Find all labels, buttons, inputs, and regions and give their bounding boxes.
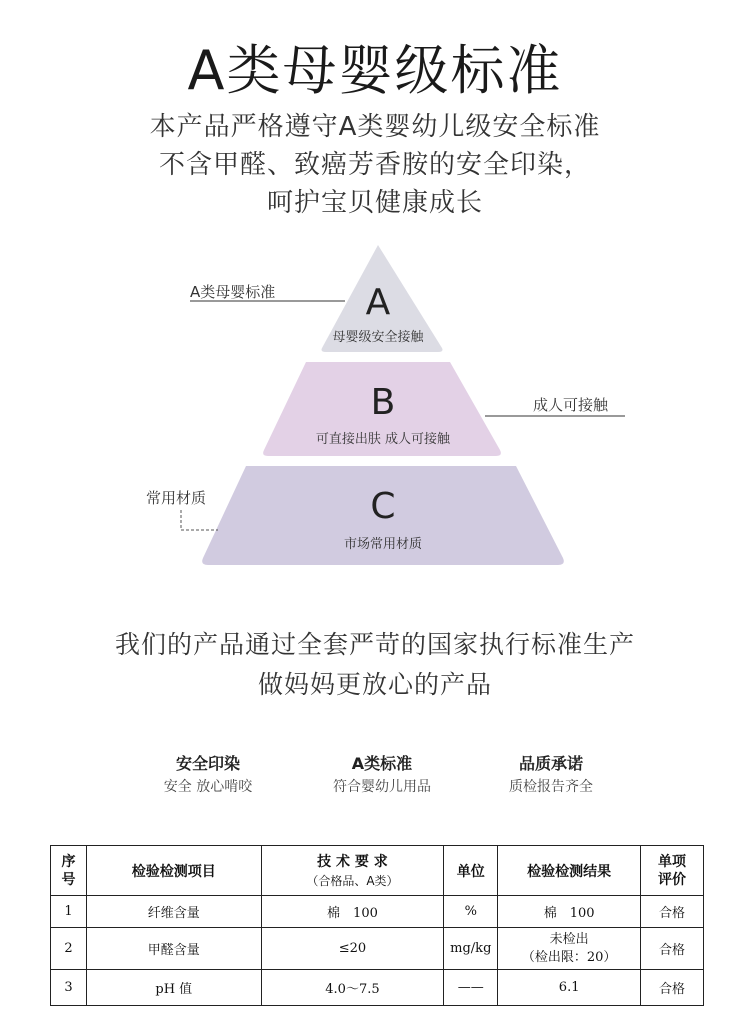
tier-b-desc: 可直接出肤 成人可接触 (315, 432, 451, 447)
slogan (0, 625, 750, 705)
cell-requirement: ≤20 (261, 928, 444, 970)
cell-evaluation: 合格 (641, 896, 704, 928)
table-header-row (51, 846, 704, 896)
cell-evaluation: 合格 (641, 970, 704, 1006)
tier-b-letter: B (370, 382, 396, 423)
header-no: 序 号 (51, 846, 87, 896)
intro-line-2: 不含甲醛、致癌芳香胺的安全印染， (158, 150, 591, 180)
table-row (51, 928, 704, 970)
leader-line-c (181, 510, 218, 530)
cell-unit: —— (444, 970, 498, 1006)
tier-c-desc: 市场常用材质 (343, 537, 422, 552)
feature-title: A类标准 (351, 754, 413, 773)
tier-a-desc: 母婴级安全接触 (332, 330, 424, 345)
header-evaluation: 单项 评价 (641, 846, 704, 896)
cell-result: 棉 100 (498, 896, 641, 928)
cell-result: 6.1 (498, 970, 641, 1006)
label-a-standard: A类母婴标准 (190, 283, 276, 301)
feature-quality (451, 752, 651, 798)
cell-evaluation: 合格 (641, 928, 704, 970)
label-adult-contact: 成人可接触 (533, 396, 609, 414)
header-requirement: 技 术 要 求 （合格品、A类） (261, 846, 444, 896)
inspection-table (50, 845, 704, 1006)
cell-no: 2 (51, 928, 87, 970)
cell-item: 甲醛含量 (86, 928, 261, 970)
cell-requirement: 棉 100 (261, 896, 444, 928)
tier-a-letter: A (365, 282, 391, 323)
feature-subtitle: 符合婴幼儿用品 (333, 779, 431, 795)
table-row (51, 896, 704, 928)
cell-no: 1 (51, 896, 87, 928)
feature-safe-dyeing (108, 752, 308, 798)
header-unit: 单位 (444, 846, 498, 896)
header-item: 检验检测项目 (86, 846, 261, 896)
intro-line-3: 呵护宝贝健康成长 (266, 188, 483, 218)
feature-title: 安全印染 (175, 754, 240, 773)
feature-subtitle: 质检报告齐全 (509, 779, 593, 795)
slogan-line-2: 做妈妈更放心的产品 (257, 670, 492, 699)
cell-unit: mg/kg (444, 928, 498, 970)
cell-requirement: 4.0～7.5 (261, 970, 444, 1006)
table-row (51, 970, 704, 1006)
cell-unit: % (444, 896, 498, 928)
cell-result: 未检出 （检出限：20） (498, 928, 641, 970)
intro-line-1: 本产品严格遵守A类婴幼儿级安全标准 (149, 112, 601, 142)
slogan-line-1: 我们的产品通过全套严苛的国家执行标准生产 (114, 630, 635, 659)
cell-no: 3 (51, 970, 87, 1006)
page-title: A类母婴级标准 (187, 39, 563, 102)
feature-title: 品质承诺 (518, 754, 583, 773)
label-common-material: 常用材质 (146, 489, 207, 507)
cell-item: pH 值 (86, 970, 261, 1006)
intro-text (0, 108, 750, 222)
feature-subtitle: 安全 放心啃咬 (163, 779, 253, 795)
standard-pyramid (0, 240, 750, 580)
header-result: 检验检测结果 (498, 846, 641, 896)
cell-item: 纤维含量 (86, 896, 261, 928)
tier-c-letter: C (370, 486, 396, 527)
